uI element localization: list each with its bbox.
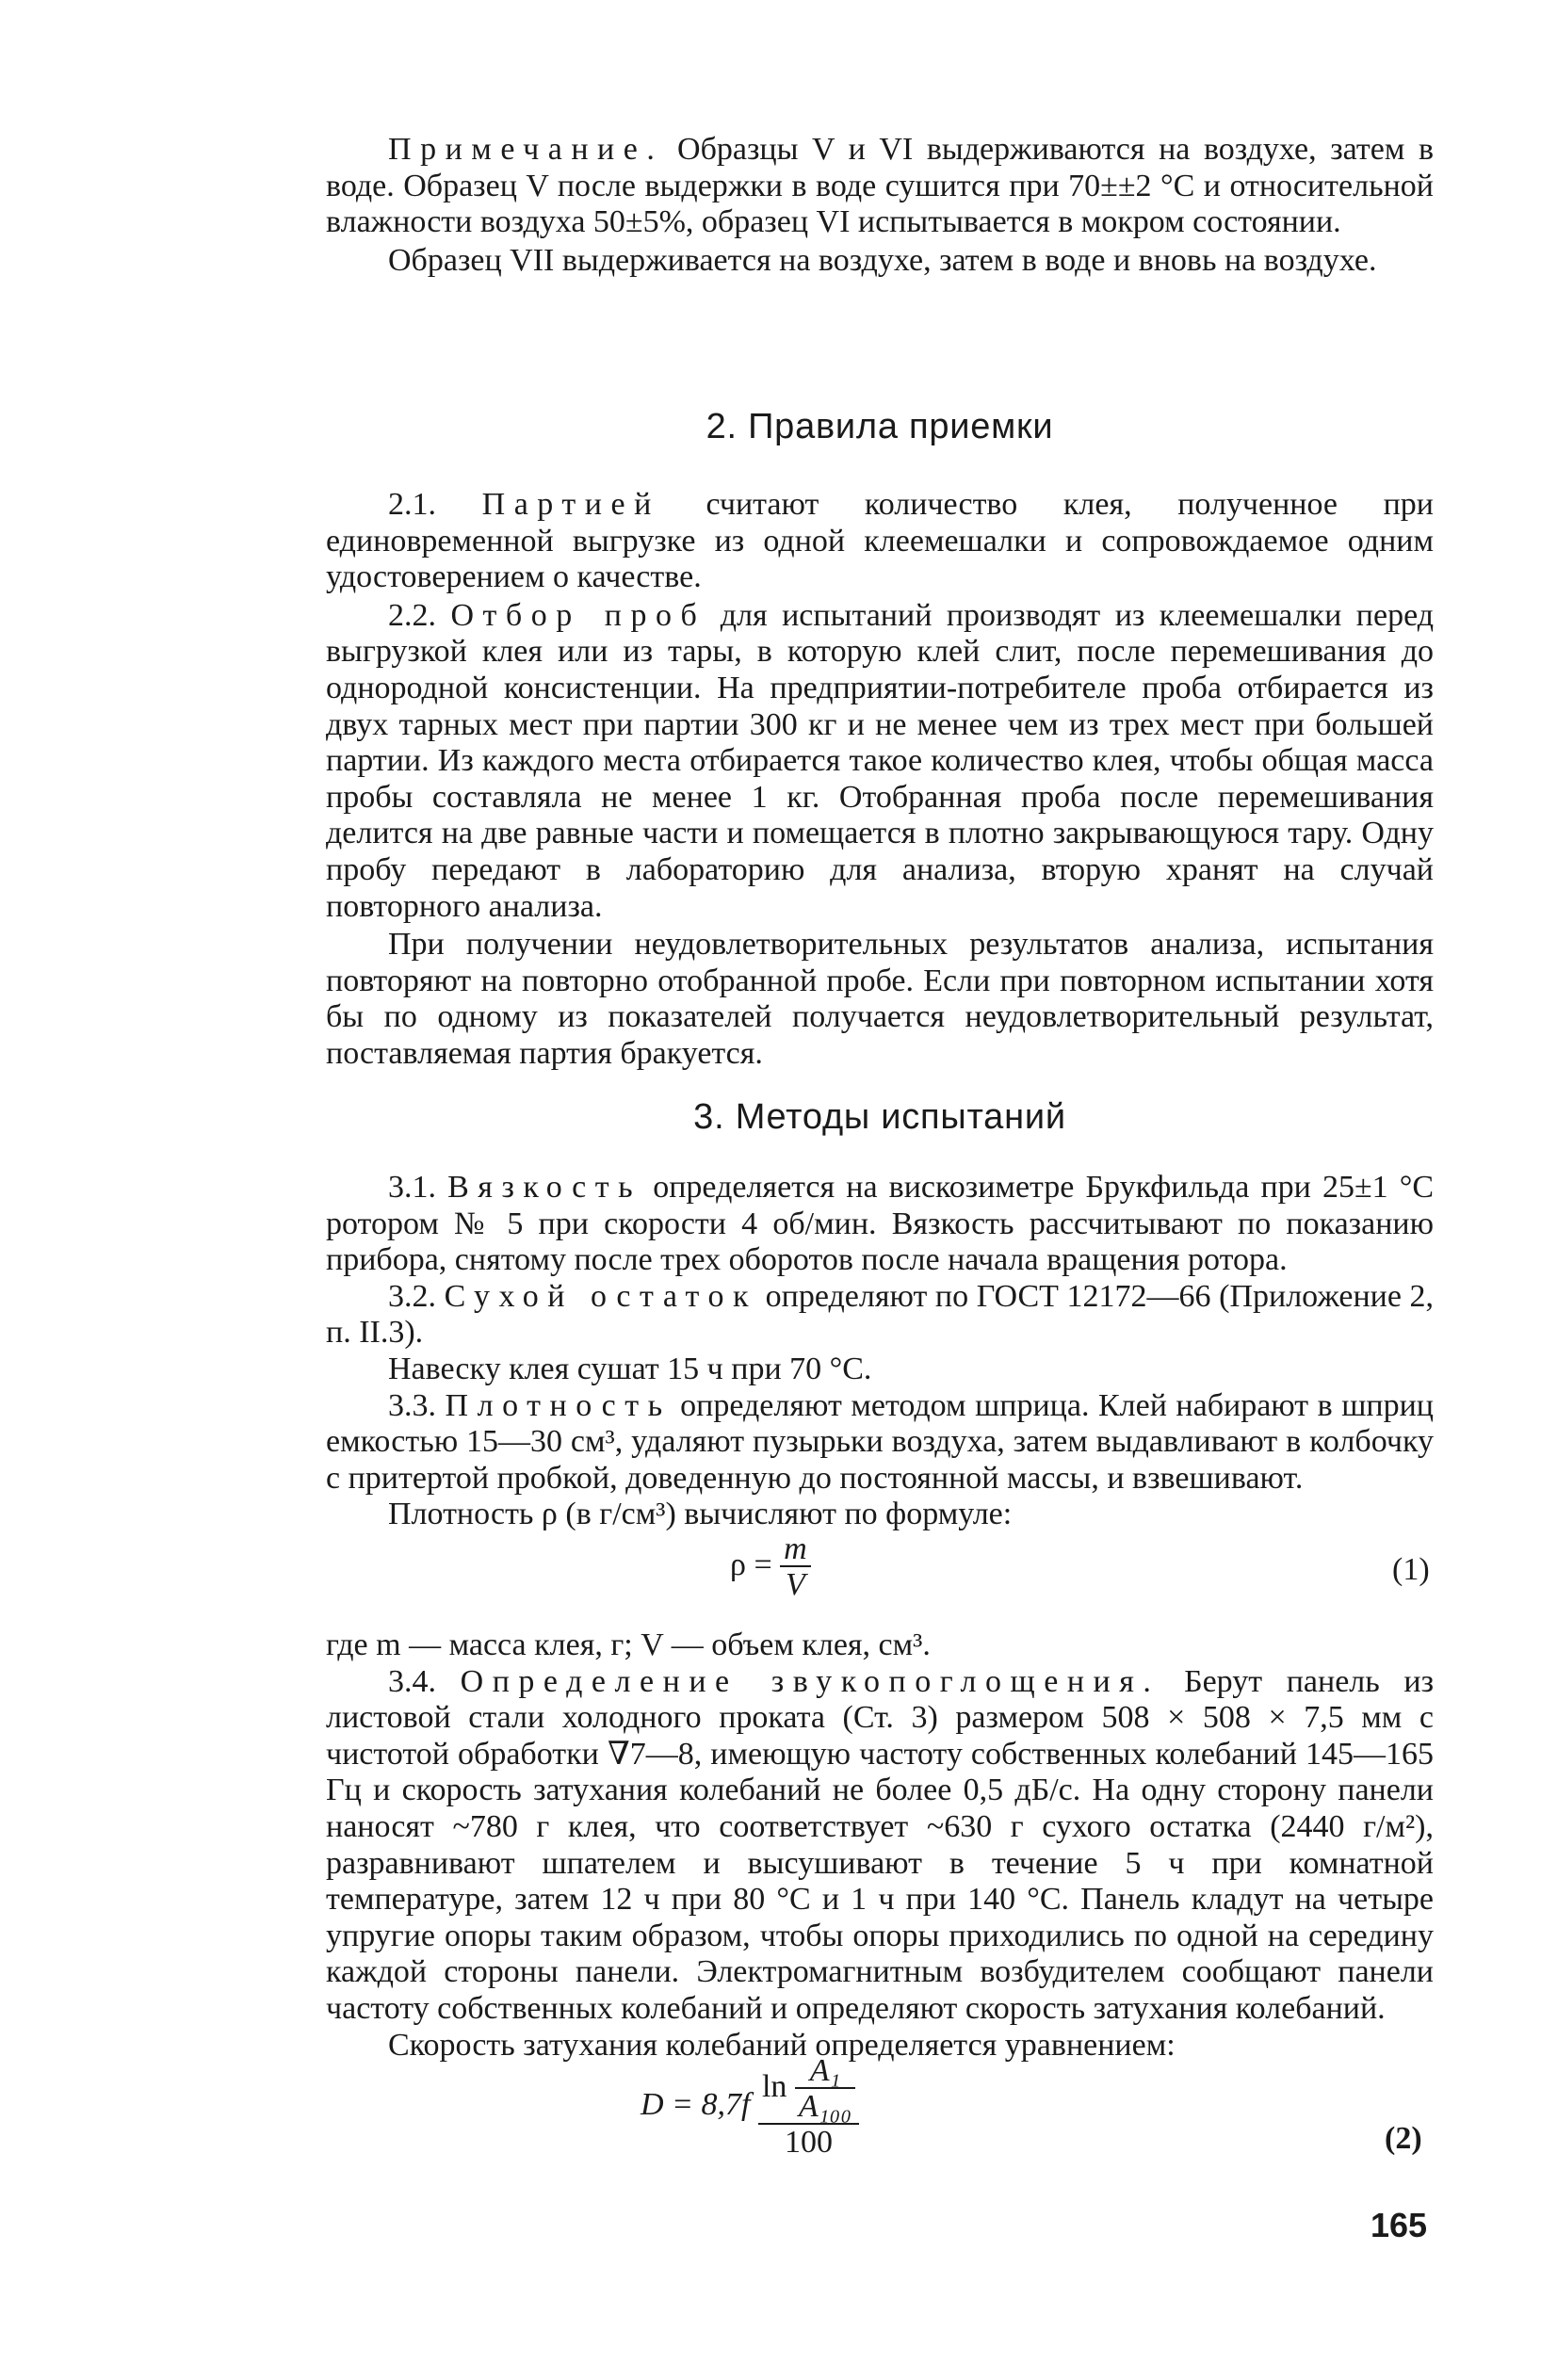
term-vyazkost: Вязкость [447, 1170, 642, 1205]
formula-2-ln: ln [761, 2068, 787, 2104]
note-block [326, 132, 1434, 279]
section-3-body-2 [326, 1627, 1434, 2064]
term-sukhoy-ostatok: Сухой остаток [444, 1278, 758, 1314]
note-paragraph-2: Образец VII выдерживается на воздухе, затем в воде и вновь на воздухе. [388, 242, 1377, 278]
formula-2-label: (2) [1385, 2121, 1422, 2156]
paragraph-3-3b: Плотность ρ (в г/см³) вычисляют по формуле: [388, 1497, 1013, 1532]
formula-1-label: (1) [1392, 1552, 1430, 1587]
formula-2-outer-fraction [758, 2055, 859, 2159]
paragraph-3-2: 3.2. Сухой остаток определяют по ГОСТ 12172—66 (Приложение 2, п. II.3). [326, 1278, 1435, 1351]
formula-2 [641, 2055, 859, 2159]
paragraph-3-4b: Скорость затухания колебаний определяется уравнением: [388, 2027, 1176, 2063]
paragraph-3-4: 3.4. Определение звукопоглощения. Берут панель из листовой стали холодного проката (Ст. 3) размером 508 × 508 × 7,5 мм с чистотой обработки ∇7—8, имеющую частоту собственных колебаний 145—165 Гц и скорость затухания колебаний не более 0,5 дБ/с. На одну сторону панели наносят ~780 г клея, что соответствует ~630 г сухого остатка (2440 г/м²), разравнивают шпателем и высушивают в течение 5 ч при комнатной температуре, затем 12 ч при 80 °С и 1 ч при 140 °С. Панель кладут на четыре упругие опоры таким образом, чтобы опоры приходились по одной на середину каждой стороны панели. Электромагнитным возбудителем сообщают панели частоту собственных колебаний и определяют скорость затухания колебаний. [326, 1663, 1435, 2026]
formula-1-fraction [780, 1533, 811, 1601]
formula-1-lhs: ρ = [730, 1546, 772, 1582]
formula-1-numerator: m [784, 1531, 807, 1566]
formula-2-outer-numerator [758, 2055, 859, 2123]
formula-1-legend: где m — масса клея, г; V — объем клея, см³. [326, 1627, 931, 1662]
term-plotnost: Плотность [445, 1387, 672, 1423]
paragraph-3-1: 3.1. Вязкость определяется на вискозиметре Брукфильда при 25±1 °С ротором № 5 при скорости 4 об/мин. Вязкость рассчитывают по показанию прибора, снятому после трех оборотов после начала вращения ротора. [326, 1170, 1434, 1278]
paragraph-3-2b: Навеску клея сушат 15 ч при 70 °С. [388, 1351, 872, 1386]
paragraph-3-3: 3.3. Плотность определяют методом шприца. Клей набирают в шприц емкостью 15—30 см³, удаляют пузырьки воздуха, затем выдавливают в колбочку с притертой пробкой, доведенную до постоянной массы, и взвешивают. [326, 1387, 1434, 1496]
formula-1-denominator: V [780, 1565, 811, 1601]
formula-1 [730, 1533, 811, 1601]
formula-2-inner-numerator: A₁ [809, 2053, 841, 2088]
formula-2-inner-fraction [795, 2055, 855, 2123]
note-label: Примечание. [388, 132, 664, 167]
section-2-heading: 2. Правила приемки [706, 407, 1054, 446]
section-3-heading: 3. Методы испытаний [693, 1097, 1066, 1137]
paragraph-2-3: При получении неудовлетворительных результатов анализа, испытания повторяют на повторно отобранной пробе. Если при повторном испытании хотя бы по одному из показателей получается неудовлетворительный результат, поставляемая партия бракуется. [326, 927, 1434, 1071]
note-paragraph-1: Примечание. Образцы V и VI выдерживаются на воздухе, затем в воде. Образец V после выдержки в воде сушится при 70±±2 °С и относительной влажности воздуха 50±5%, образец VI испытывается в мокром состоянии. [326, 132, 1434, 240]
section-3-body [326, 1170, 1434, 1533]
formula-2-outer-denominator: 100 [758, 2123, 859, 2159]
paragraph-2-1: 2.1. Партией считают количество клея, полученное при единовременной выгрузке из одной клеемешалки и сопровождаемое одним удостоверением о качестве. [326, 487, 1435, 595]
term-otbor-prob: Отбор проб [450, 597, 706, 633]
term-opredelenie-zvukopogloshcheniya: Определение звукопоглощения. [460, 1663, 1160, 1699]
formula-2-lhs: D = 8,7f [641, 2086, 751, 2122]
section-2-body [326, 487, 1434, 1073]
formula-2-inner-denominator: A₁₀₀ [795, 2087, 855, 2123]
paragraph-2-2: 2.2. Отбор проб для испытаний производят из клеемешалки перед выгрузкой клея или из тары, в которую клей слит, после перемешивания до однородной консистенции. На предприятии-потребителе проба отбирается из двух тарных мест при партии 300 кг и не менее чем из трех мест при большей партии. Из каждого места отбирается такое количество клея, чтобы общая масса пробы составляла не менее 1 кг. Отобранная проба после перемешивания делится на две равные части и помещается в плотно закрывающуюся тару. Одну пробу передают в лабораторию для анализа, вторую хранят на случай повторного анализа. [326, 597, 1435, 924]
term-partiya: Партией [481, 487, 660, 522]
page-number: 165 [1370, 2206, 1428, 2244]
